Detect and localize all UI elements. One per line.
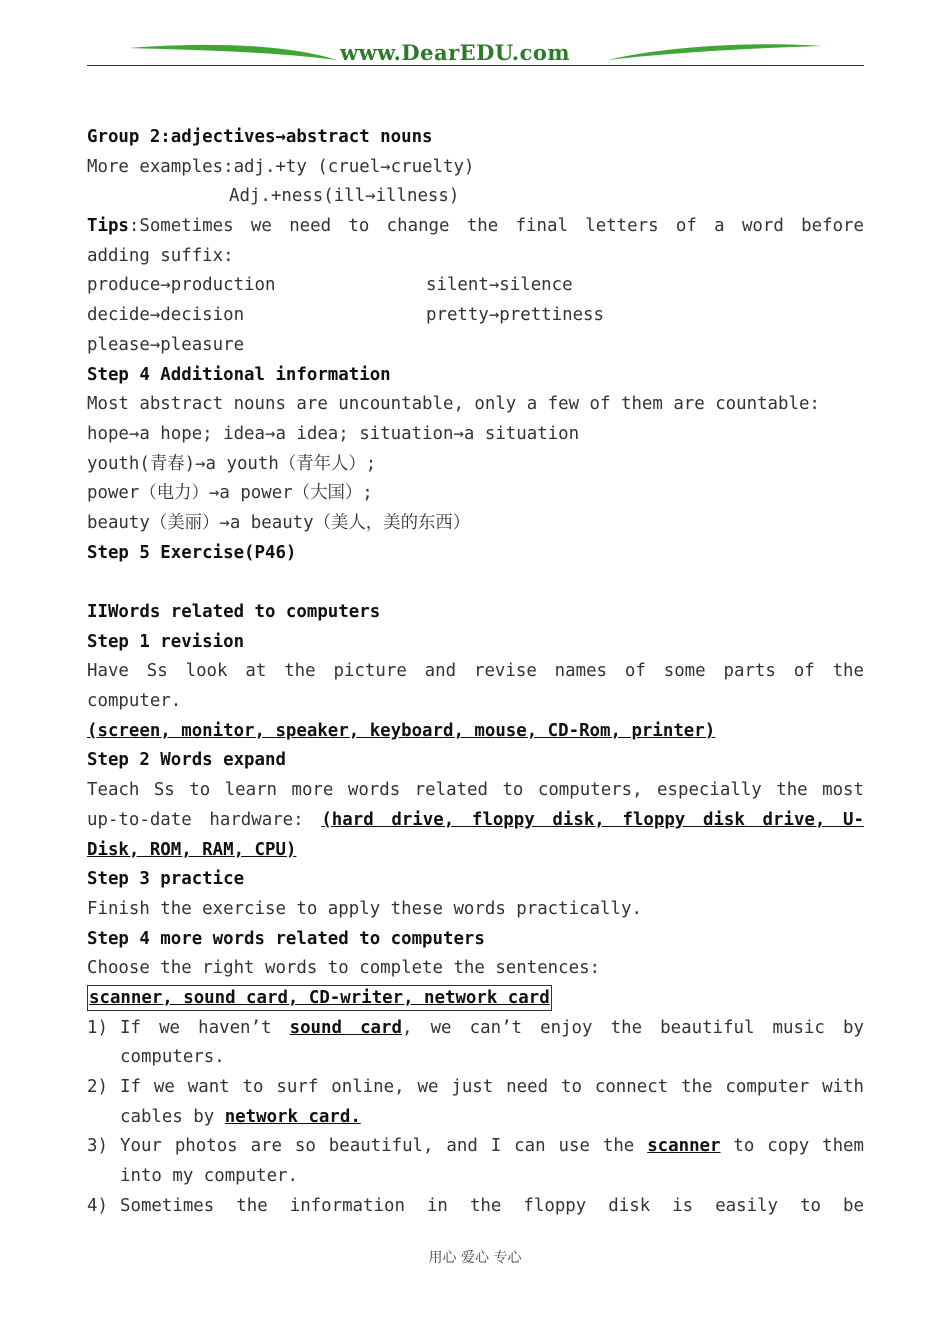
text-line: Most abstract nouns are uncountable, only a few of them are countable: xyxy=(87,394,820,415)
question-line xyxy=(87,1103,864,1133)
text-span: cables by xyxy=(120,1106,225,1127)
text-span: Your photos are so beautiful, and I can use the xyxy=(120,1136,648,1157)
text-span: If we haven’t xyxy=(120,1017,290,1038)
step-heading: Step 3 practice xyxy=(87,869,245,890)
word-box: scanner, sound card, CD-writer, network card xyxy=(87,985,552,1011)
text-span: to copy them xyxy=(720,1136,864,1157)
word-box-line xyxy=(87,984,864,1014)
question-line xyxy=(87,1073,864,1103)
example-row xyxy=(87,301,864,331)
text-span: , we can’t enjoy the beautiful music by xyxy=(401,1017,864,1038)
step-heading: Step 5 Exercise(P46) xyxy=(87,542,297,563)
text-line: Teach Ss to learn more words related to computers, especially the most xyxy=(87,780,864,801)
text-line: Have Ss look at the picture and revise names of some parts of the xyxy=(87,661,864,682)
section-heading: IIWords related to computers xyxy=(87,602,381,622)
example-left: produce→production xyxy=(87,275,276,296)
question-line xyxy=(87,1132,864,1162)
step-heading: Step 4 Additional information xyxy=(87,364,391,385)
text-line: power（电力）→a power（大国）; xyxy=(87,483,373,504)
document-body xyxy=(87,123,864,1221)
example-row xyxy=(87,271,864,301)
answer-span: scanner xyxy=(647,1136,721,1157)
question-line xyxy=(87,1192,864,1222)
text-line: adding suffix: xyxy=(87,245,234,266)
text-line: youth(青春)→a youth（青年人）; xyxy=(87,453,377,474)
text-line xyxy=(87,806,864,836)
text-line: hope→a hope; idea→a idea; situation→a situation xyxy=(87,423,580,444)
question-number: 1) xyxy=(87,1017,108,1038)
text-line: please→pleasure xyxy=(87,334,245,355)
text-span: Sometimes the information in the floppy disk is easily to be xyxy=(120,1195,864,1216)
text-line: beauty（美丽）→a beauty（美人，美的东西） xyxy=(87,512,471,533)
site-logo[interactable]: www.DearEDU.com xyxy=(340,40,571,65)
question-number: 4) xyxy=(87,1195,108,1216)
step-heading: Step 2 Words expand xyxy=(87,750,286,771)
tips-text: :Sometimes we need to change the final letters of a word before xyxy=(128,216,864,237)
text-span: up-to-date hardware: xyxy=(87,809,322,830)
question-number: 3) xyxy=(87,1136,108,1157)
text-line: computer. xyxy=(87,691,182,712)
text-line: More examples:adj.+ty (cruel→cruelty) xyxy=(87,156,475,177)
text-line: Finish the exercise to apply these words practically. xyxy=(87,898,642,919)
text-line: Choose the right words to complete the sentences: xyxy=(87,958,601,979)
example-left: decide→decision xyxy=(87,305,245,326)
step-heading: Step 4 more words related to computers xyxy=(87,928,485,949)
question-line: into my computer. xyxy=(120,1166,298,1187)
question-line xyxy=(87,1014,864,1044)
group-heading: Group 2:adjectives→abstract nouns xyxy=(87,127,433,147)
header-divider xyxy=(87,65,864,66)
text-line: Adj.+ness(ill→illness) xyxy=(229,186,460,207)
tips-line xyxy=(87,212,864,242)
answer-span: sound card xyxy=(289,1017,402,1038)
text-span: If we want to surf online, we just need to connect the computer with xyxy=(120,1077,864,1097)
question-number: 2) xyxy=(87,1077,108,1097)
example-right: pretty→prettiness xyxy=(426,305,604,326)
blank-line xyxy=(87,568,864,598)
answer-span: network card. xyxy=(224,1106,361,1127)
answer-line: Disk, ROM, RAM, CPU) xyxy=(87,839,297,860)
answer-line: (screen, monitor, speaker, keyboard, mouse, CD-Rom, printer) xyxy=(87,720,716,741)
answer-span: (hard drive, floppy disk, floppy disk drive, U- xyxy=(321,809,865,830)
tips-label: Tips xyxy=(87,216,129,237)
example-right: silent→silence xyxy=(426,275,573,296)
page-footer: 用心 爱心 专心 xyxy=(428,1250,522,1266)
step-heading: Step 1 revision xyxy=(87,631,245,652)
question-line: computers. xyxy=(120,1047,225,1068)
